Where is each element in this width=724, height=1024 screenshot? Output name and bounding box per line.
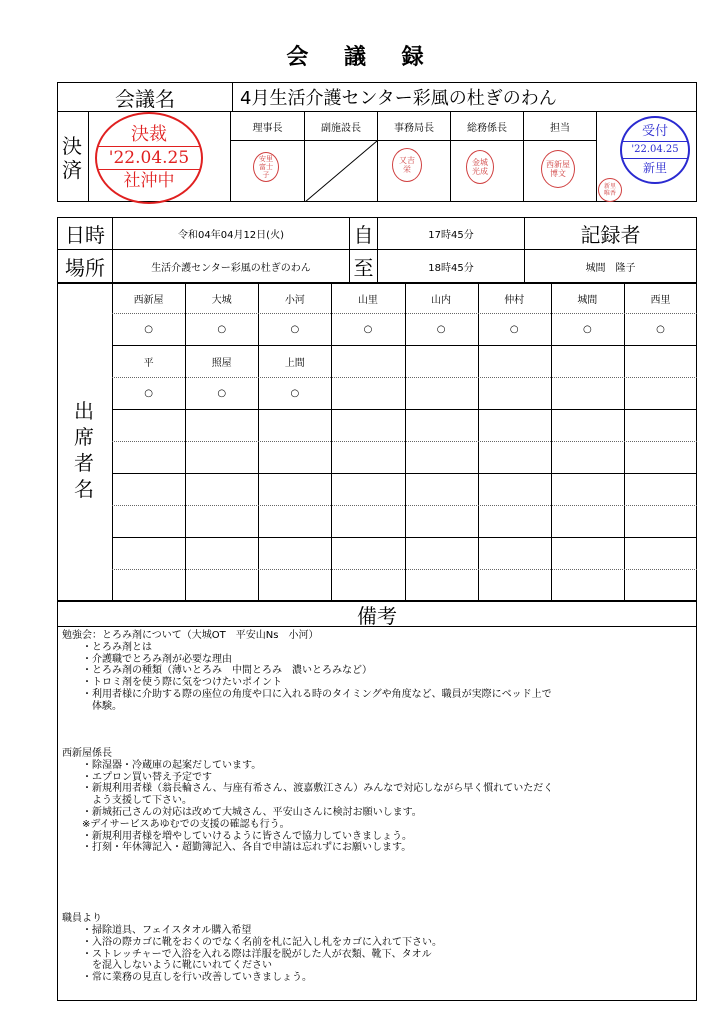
attendee-cell: 平 bbox=[143, 357, 154, 369]
remark-line bbox=[62, 866, 682, 878]
seal-chairman: 安里富士子 bbox=[253, 152, 279, 182]
attendee-cell: 大城 bbox=[211, 294, 232, 306]
seal-general-affairs: 金城光成 bbox=[466, 150, 494, 184]
remark-line: 西新屋係長 bbox=[62, 747, 112, 759]
receipt-stamp-date: '22.04.25 bbox=[631, 144, 679, 155]
attendee-cell: 小河 bbox=[284, 294, 305, 306]
grid-row-line bbox=[112, 441, 697, 442]
remark-line: ・トロミ剤を使う際に気をつけたいポイント bbox=[62, 677, 282, 689]
seal-extra: 新里唯香 bbox=[598, 178, 622, 202]
remark-line: 職員より bbox=[62, 913, 102, 925]
meeting-name-value: 4月生活介護センター彩風の杜ぎのわん bbox=[240, 88, 557, 109]
place-value: 生活介護センター彩風の杜ぎのわん bbox=[151, 262, 311, 274]
remark-line: ・とろみ剤とは bbox=[62, 641, 152, 653]
grid-row-line bbox=[112, 409, 697, 410]
remark-line: ※デイサービスあゆむでの支援の確認も行う。 bbox=[62, 818, 290, 830]
remarks-body bbox=[62, 630, 682, 984]
attendee-cell: ○ bbox=[290, 387, 300, 399]
remark-line: ・とろみ剤の種類（薄いとろみ 中間とろみ 濃いとろみなど） bbox=[62, 665, 372, 677]
vice-director-slash bbox=[305, 141, 377, 202]
remark-line: ・新規利用者様（翁長輪さん、与座有希さん、渡嘉敷江さん）みんなで対応しながら早く慣れていただく bbox=[62, 783, 554, 795]
receipt-stamp-top: 受付 bbox=[641, 124, 668, 139]
remark-line: ・ストレッチャーで入浴を入れる際は洋服を脱がした人が衣類、靴下、タオル bbox=[62, 948, 432, 960]
approval-stamp bbox=[95, 112, 203, 204]
role-secretary-general: 事務局長 bbox=[394, 122, 434, 134]
recorder-value: 城間 隆子 bbox=[585, 262, 636, 274]
attendee-cell: 仲村 bbox=[504, 294, 525, 306]
attendee-cell: ○ bbox=[290, 323, 300, 335]
remark-line bbox=[62, 901, 682, 913]
remark-line: ・常に業務の見直しを行い改善していきましょう。 bbox=[62, 972, 312, 984]
remark-line: 体験。 bbox=[62, 700, 122, 712]
approval-stamp-top: 決裁 bbox=[131, 124, 167, 145]
remark-line bbox=[62, 854, 682, 866]
remark-line: よう支援して下さい。 bbox=[62, 795, 192, 807]
attendee-cell: ○ bbox=[144, 387, 153, 399]
seal-secretary-general: 又吉栄 bbox=[392, 148, 422, 182]
approval-stamp-date: '22.04.25 bbox=[108, 148, 190, 168]
grid-row-line bbox=[112, 569, 697, 570]
grid-row-line bbox=[112, 537, 697, 538]
remark-line: ・新規利用者様を増やしていけるように皆さんで協力していきましょう。 bbox=[62, 830, 412, 842]
grid-row-line bbox=[112, 473, 697, 474]
remark-line: を混入しないように靴にいれてください bbox=[62, 960, 272, 972]
seal-person-in-charge: 西新屋博文 bbox=[541, 150, 575, 188]
role-chairman: 理事長 bbox=[252, 122, 283, 134]
date-value: 令和04年04月12日(火) bbox=[178, 230, 284, 241]
attendee-cell: 西里 bbox=[650, 294, 671, 306]
to-label: 至 bbox=[353, 255, 374, 280]
receipt-stamp-name: 新里 bbox=[642, 161, 667, 175]
date-label: 日時 bbox=[65, 223, 105, 247]
attendee-cell: ○ bbox=[509, 323, 519, 335]
role-person-in-charge: 担当 bbox=[550, 122, 570, 134]
remark-line bbox=[62, 890, 682, 902]
attendee-cell: 西新屋 bbox=[133, 294, 164, 306]
attendee-cell: 山里 bbox=[357, 294, 378, 306]
from-value: 17時45分 bbox=[428, 230, 474, 241]
remarks-label: 備考 bbox=[357, 603, 397, 628]
remark-line: ・除湿器・冷蔵庫の起案だしています。 bbox=[62, 759, 262, 771]
remark-line: ・エプロン買い替え予定です bbox=[62, 771, 212, 783]
attendee-cell: ○ bbox=[436, 323, 446, 335]
remark-line: ・利用者様に介助する際の座位の角度や口に入れる時のタイミングや角度など、職員が実際にベッド上で bbox=[62, 688, 552, 700]
attendee-cell: ○ bbox=[656, 323, 665, 335]
receipt-stamp bbox=[620, 116, 690, 184]
role-vice-director: 副施設長 bbox=[321, 122, 361, 134]
attendee-cell: ○ bbox=[217, 323, 227, 335]
remark-line: ・新城拓己さんの対応は改めて大城さん、平安山さんに検討お願いします。 bbox=[62, 806, 422, 818]
remark-line bbox=[62, 878, 682, 890]
to-value: 18時45分 bbox=[428, 262, 474, 274]
remark-line: ・打刻・年休簿記入・超勤簿記入、各自で申請は忘れずにお願いします。 bbox=[62, 842, 412, 854]
attendee-cell: 照屋 bbox=[211, 357, 232, 369]
attendee-cell: ○ bbox=[582, 323, 592, 335]
recorder-label: 記録者 bbox=[580, 223, 641, 247]
remark-line: 勉強会：とろみ剤について（大城OT 平安山Ns 小河） bbox=[62, 630, 319, 641]
attendee-cell: 上間 bbox=[284, 357, 305, 369]
meeting-name-label: 会議名 bbox=[115, 86, 175, 111]
attendee-cell: 山内 bbox=[431, 294, 452, 306]
remark-line bbox=[62, 736, 682, 748]
attendee-cell: ○ bbox=[217, 387, 227, 399]
document-title: 会 議 録 bbox=[286, 45, 438, 70]
remark-line: ・入浴の際カゴに靴をおくのでなく名前を札に記入し札をカゴに入れて下さい。 bbox=[62, 936, 442, 948]
remark-line bbox=[62, 713, 682, 725]
attendee-cell: ○ bbox=[363, 323, 373, 335]
remark-line bbox=[62, 724, 682, 736]
attendee-cell: 城間 bbox=[577, 294, 598, 306]
decision-label: 決済 bbox=[62, 134, 82, 182]
attendees-label: 出席者名 bbox=[74, 399, 94, 501]
from-label: 自 bbox=[353, 223, 374, 247]
approval-stamp-name: 社沖中 bbox=[123, 171, 175, 191]
remark-line: ・掃除道具、フェイスタオル購入希望 bbox=[62, 924, 252, 936]
grid-row-line bbox=[112, 505, 697, 506]
place-label: 場所 bbox=[65, 255, 105, 280]
role-general-affairs: 総務係長 bbox=[467, 122, 507, 134]
remark-line: ・介護職でとろみ剤が必要な理由 bbox=[62, 653, 232, 665]
attendee-cell: ○ bbox=[144, 323, 153, 335]
